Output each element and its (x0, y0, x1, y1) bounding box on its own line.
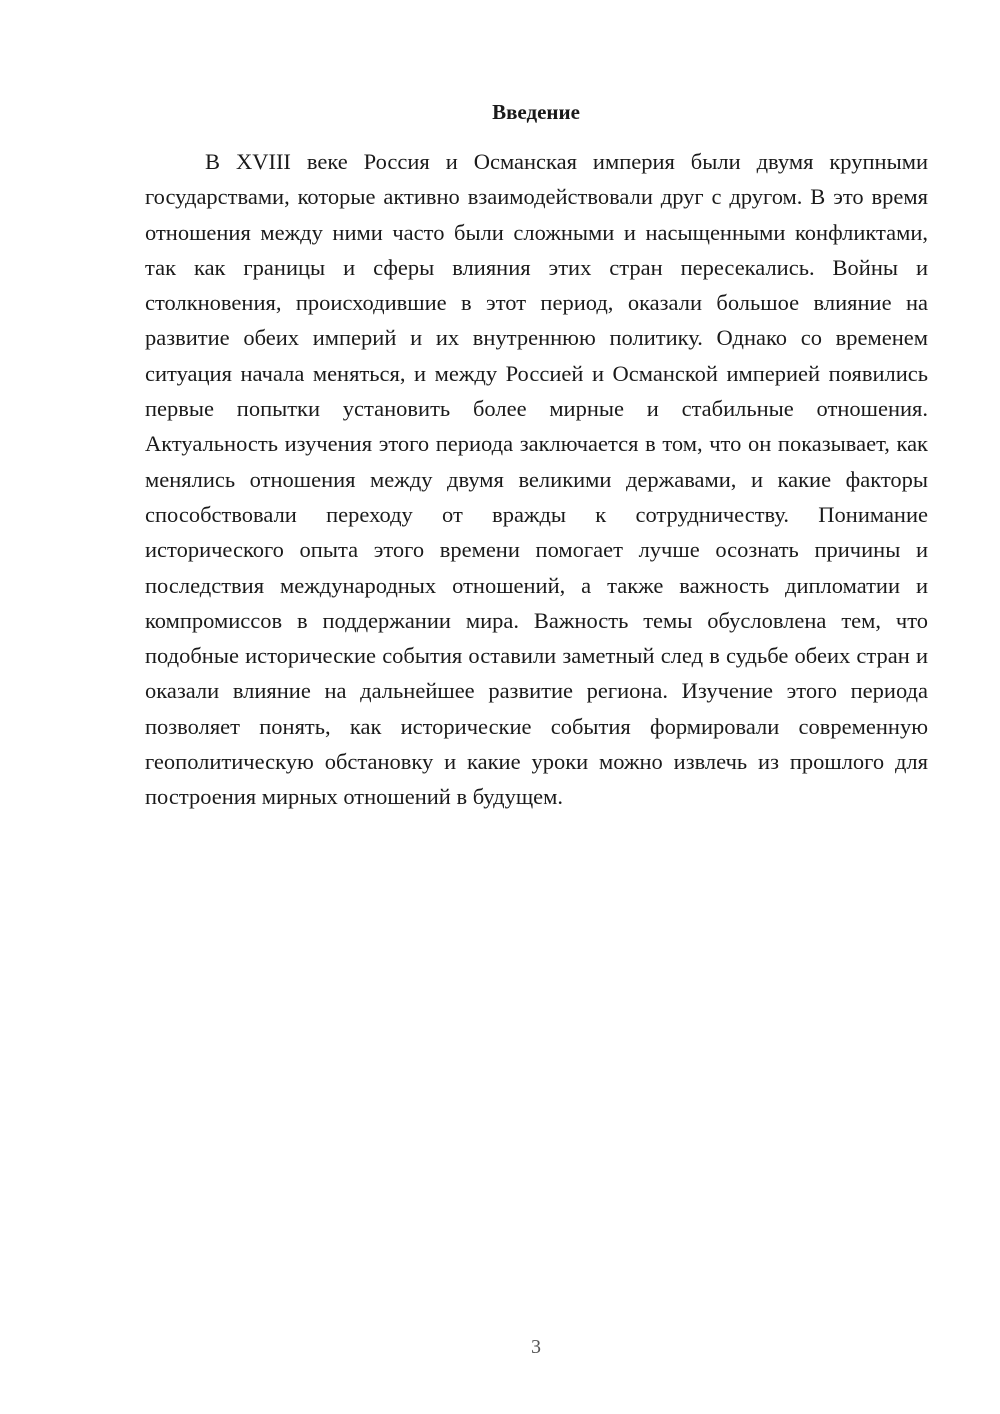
section-title: Введение (492, 100, 580, 124)
page-number: 3 (531, 1336, 541, 1358)
body-paragraph: В XVIII веке Россия и Османская империя были двумя крупными государствами, которые активно взаимодействовали друг с другом. В это время отношения между ними часто были сложными и насыщенными конфликтами, так как границы и сферы влияния этих стран пересекались. Войны и столкновения, происходившие в этот период, оказали большое влияние на развитие обеих империй и их внутреннюю политику. Однако со временем ситуация начала меняться, и между Россией и Османской империей появились первые попытки установить более мирные и стабильные отношения. Актуальность изучения этого периода заключается в том, что он показывает, как менялись отношения между двумя великими державами, и какие факторы способствовали переходу от вражды к сотрудничеству. Понимание исторического опыта этого времени помогает лучше осознать причины и последствия международных отношений, а также важность дипломатии и компромиссов в поддержании мира. Важность темы обусловлена тем, что подобные исторические события оставили заметный след в судьбе обеих стран и оказали влияние на дальнейшее развитие региона. Изучение этого периода позволяет понять, как исторические события формировали современную геополитическую обстановку и какие уроки можно извлечь из прошлого для построения мирных отношений в будущем. (145, 149, 928, 810)
